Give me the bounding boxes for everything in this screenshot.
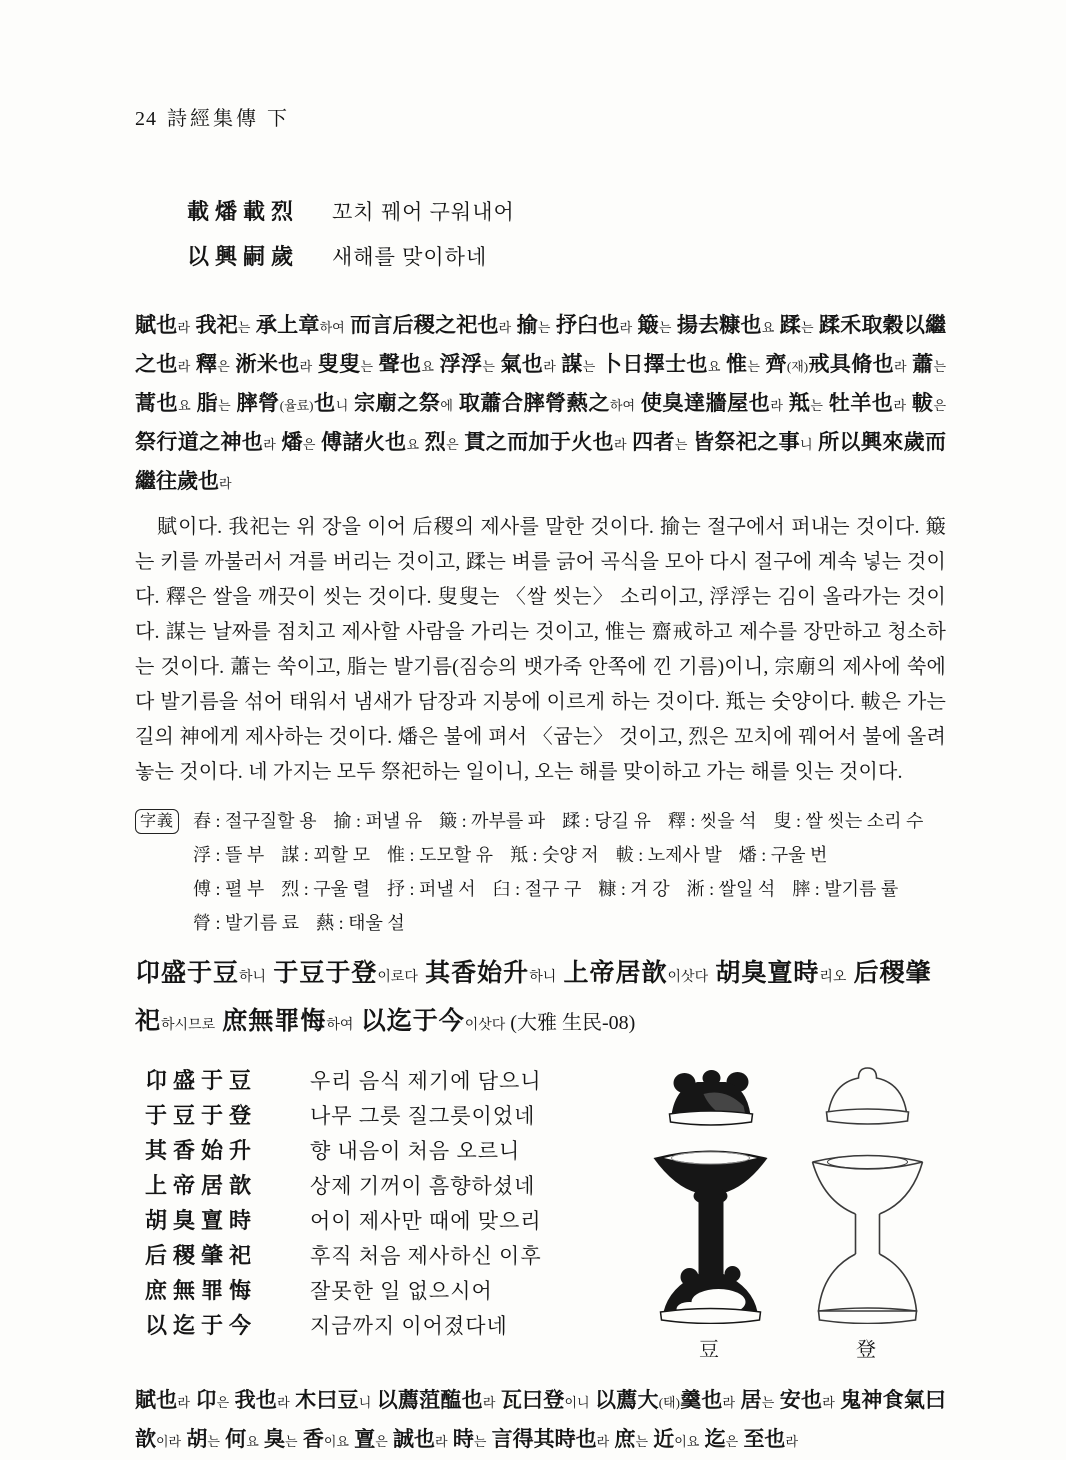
jaui-entry: 軷 : 노제사 발	[615, 845, 722, 865]
verse-chinese-text: 上帝居歆	[145, 1173, 258, 1198]
dou-figure-label: 豆	[699, 1339, 721, 1361]
verse-korean-translation: 잘못한 일 없으시어	[310, 1279, 493, 1303]
verse-korean-translation: 상제 기꺼이 흠향하셨네	[310, 1174, 536, 1198]
jaui-entry: 釋 : 씻을 석	[667, 811, 757, 831]
verse-couplet-2-section	[135, 1064, 946, 1362]
verse-2-header-text: 卬盛于豆하니 于豆于登이로다 其香始升하니 上帝居歆이삿다 胡臭亶時리오 后稷肇祀하시므로 庶無罪悔하여 以迄于今이삿다	[135, 960, 932, 1035]
jaui-entry: 烈 : 구울 렬	[281, 879, 370, 899]
jaui-entry-lines	[193, 804, 940, 940]
jaui-entry: 淅 : 쌀일 석	[686, 879, 776, 899]
book-title: 詩經集傳 下	[167, 108, 290, 130]
verse-chinese-text: 庶無罪悔	[145, 1278, 258, 1303]
jaui-entry: 爇 : 태울 설	[316, 913, 405, 933]
verse-korean-translation: 우리 음식 제기에 담으니	[310, 1069, 542, 1093]
verse-chinese-text: 胡臭亶時	[145, 1208, 258, 1233]
verse-korean-translation: 새해를 맞이하네	[332, 245, 488, 269]
jaui-line	[193, 804, 940, 838]
jaui-entry: 謀 : 꾀할 모	[281, 845, 370, 865]
verse-line	[145, 1239, 631, 1274]
verse-korean-translation: 꼬치 꿰어 구워내어	[332, 200, 515, 224]
ritual-vessel-figures	[631, 1064, 946, 1362]
jaui-entry: 臼 : 절구 구	[492, 879, 582, 899]
dou-vessel-illustration	[644, 1066, 777, 1324]
verse-chinese-text: 其香始升	[145, 1138, 258, 1163]
korean-translation-paragraph: 賦이다. 我祀는 위 장을 이어 后稷의 제사를 말한 것이다. 揄는 절구에서 퍼내는 것이다. 簸는 키를 까불러서 겨를 버리는 것이고, 蹂는 벼를 긁어 곡식을 모아 다시 절구에 계속 넣는 것이다. 釋은 쌀을 깨끗이 씻는 것이다. 叟叟는 〈쌀 씻는〉 소리이고, 浮浮는 김이 올라가는 것이다. 謀는 날짜를 점치고 제사할 사람을 가리는 것이고, 惟는 齋戒하고 제수를 장만하고 청소하는 것이다. 蕭는 쑥이고, 脂는 발기름(짐승의 뱃가죽 안쪽에 낀 기름)이니, 宗廟의 제사에 쑥에다 발기름을 섞어 태워서 냄새가 담장과 지붕에 이르게 하는 것이다. 羝는 숫양이다. 軷은 가는 길의 神에게 제사하는 것이다. 燔은 불에 펴서 〈굽는〉 것이고, 烈은 꼬치에 꿰어서 불에 올려놓는 것이다. 네 가지는 모두 祭祀하는 일이니, 오는 해를 맞이하고 가는 해를 잇는 것이다.	[135, 516, 946, 783]
jaui-entry: 膋 : 발기름 료	[193, 913, 300, 933]
verse-line	[145, 1309, 631, 1344]
jaui-line	[193, 872, 940, 906]
chinese-commentary-1: 賦也라 我祀는 承上章하여 而言后稷之祀也라 揄는 抒臼也라 簸는 揚去糠也요 蹂는 蹂禾取穀以繼之也라 釋은 淅米也라 叟叟는 聲也요 浮浮는 氣也라 謀는 卜日擇士也요 惟는 齊(재)戒具脩也라 蕭는 蒿也요 脂는 膟膋(율료)也니 宗廟之祭에 取蕭合膟膋爇之하여 使臭達牆屋也라 羝는 牡羊也라 軷은 祭行道之神也라 燔은 傅諸火也요 烈은 貫之而加于火也라 四者는 皆祭祀之事니 所以興來歲而繼往歲也라	[135, 313, 952, 493]
page-number: 24	[135, 108, 157, 130]
verse-korean-translation: 후직 처음 제사하신 이후	[310, 1244, 542, 1268]
jaui-entry: 蹂 : 당길 유	[562, 811, 651, 831]
jaui-entry: 抒 : 퍼낼 서	[386, 879, 476, 899]
verse-korean-translation: 어이 제사만 때에 맞으리	[310, 1209, 542, 1233]
character-glossary-section	[135, 804, 946, 940]
verse-line	[187, 240, 946, 285]
verse-chinese-text: 后稷肇祀	[145, 1243, 258, 1268]
deng-figure-label: 登	[856, 1339, 878, 1361]
jaui-entry: 揄 : 퍼낼 유	[333, 811, 423, 831]
verse-couplet-2	[135, 1064, 631, 1362]
verse-chinese-text: 卬盛于豆	[145, 1068, 258, 1093]
jaui-entry: 燔 : 구울 번	[738, 845, 828, 865]
jaui-entry: 叟 : 쌀 씻는 소리 수	[773, 811, 924, 831]
verse-korean-translation: 나무 그릇 질그릇이었네	[310, 1104, 536, 1128]
jaui-line	[193, 838, 940, 872]
verse-chinese-text: 載燔載烈	[187, 199, 300, 224]
jaui-entry: 惟 : 도모할 유	[386, 845, 494, 865]
chinese-commentary-2: 賦也라 卬은 我也라 木曰豆니 以薦菹醢也라 瓦曰登이니 以薦大(태)羹也라 居는 安也라 鬼神食氣曰歆이라 胡는 何요 臭는 香이요 亶은 誠也라 時는 言得其時也라 庶는 近이요 迄은 至也라	[135, 1388, 947, 1451]
jaui-entry: 羝 : 숫양 저	[510, 845, 599, 865]
jaui-entry: 膟 : 발기름 률	[792, 879, 899, 899]
jaui-entry: 傅 : 펼 부	[193, 879, 265, 899]
verse-korean-translation: 향 내음이 처음 오르니	[310, 1139, 521, 1163]
jaui-entry: 糠 : 겨 강	[598, 879, 670, 899]
verse-2-header	[135, 952, 946, 1048]
verse-chinese-text: 以興嗣歲	[187, 244, 300, 269]
deng-vessel-figure	[801, 1066, 934, 1362]
verse-line	[145, 1204, 631, 1239]
verse-chinese-text: 于豆于登	[145, 1103, 258, 1128]
verse-korean-translation: 지금까지 이어졌다네	[310, 1314, 508, 1338]
verse-line	[145, 1099, 631, 1134]
verse-chinese-text: 以迄于今	[145, 1313, 258, 1338]
verse-2-source-reference: (大雅 生民-08)	[505, 1012, 636, 1034]
verse-couplet-1	[187, 195, 946, 285]
jaui-line	[193, 906, 940, 940]
verse-line	[187, 195, 946, 240]
page-header	[135, 102, 946, 131]
jaui-box-label: 字義	[135, 809, 179, 834]
verse-line	[145, 1134, 631, 1169]
jaui-entry: 簸 : 까부를 파	[439, 811, 546, 831]
jaui-entry: 浮 : 뜰 부	[193, 845, 265, 865]
jaui-entry: 舂 : 절구질할 용	[193, 811, 317, 831]
dou-vessel-figure	[644, 1066, 777, 1362]
verse-line	[145, 1169, 631, 1204]
deng-vessel-illustration	[801, 1066, 934, 1324]
verse-line	[145, 1274, 631, 1309]
verse-line	[145, 1064, 631, 1099]
